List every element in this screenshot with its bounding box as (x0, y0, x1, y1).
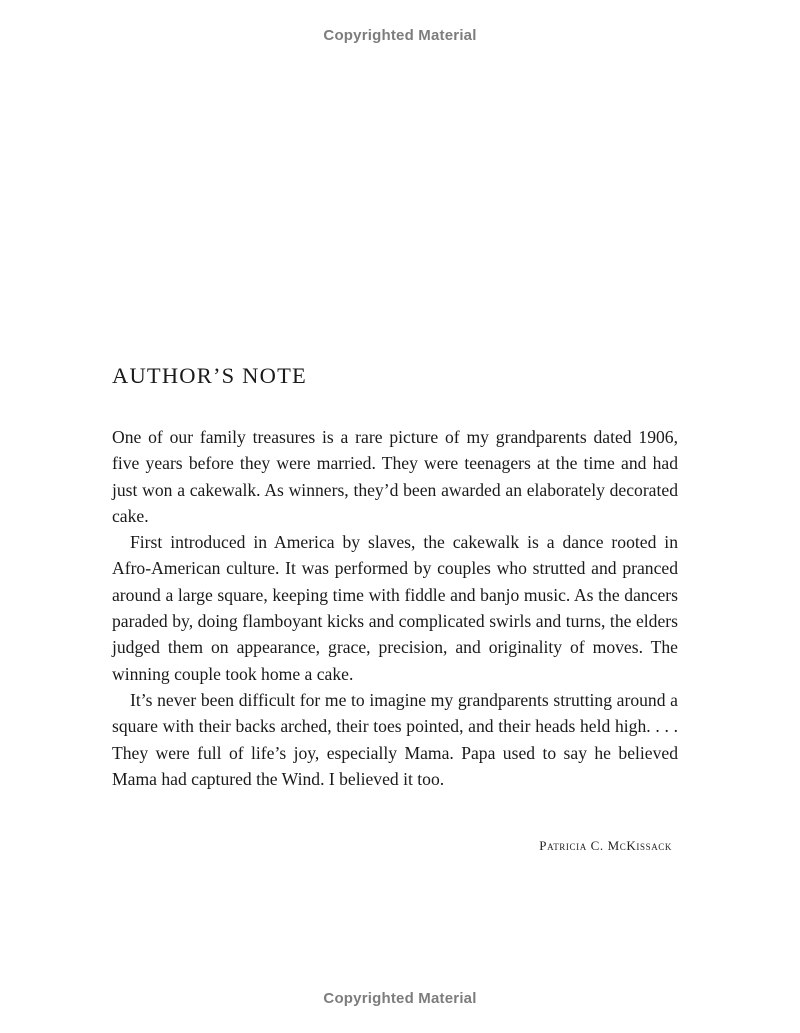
page-title: AUTHOR’S NOTE (112, 363, 307, 388)
paragraph-1: One of our family treasures is a rare picture of my grandparents dated 1906, five years before they were married. They were teenagers at the time and had just won a cakewalk. As winners, they’d been awarded an elaborately decorated cake. (112, 427, 678, 526)
paragraph-2: First introduced in America by slaves, the cakewalk is a dance rooted in Afro-American culture. It was performed by couples who strutted and pranced around a large square, keeping time with fiddle and banjo music. As the dancers paraded by, doing flamboyant kicks and complicated swirls and turns, the elders judged them on appearance, grace, precision, and originality of moves. The winning couple took home a cake. (112, 532, 678, 684)
copyright-watermark-top: Copyrighted Material (323, 27, 477, 44)
copyright-watermark-bottom: Copyrighted Material (323, 990, 477, 1007)
author-signature: Patricia C. McKissack (539, 838, 672, 853)
paragraph-3: It’s never been difficult for me to imagine my grandparents strutting around a square with their backs arched, their toes pointed, and their heads held high. . . . They were full of life’s joy, especially Mama. Papa used to say he believed Mama had captured the Wind. I believed it too. (112, 689, 678, 789)
author-note-body (112, 424, 678, 792)
